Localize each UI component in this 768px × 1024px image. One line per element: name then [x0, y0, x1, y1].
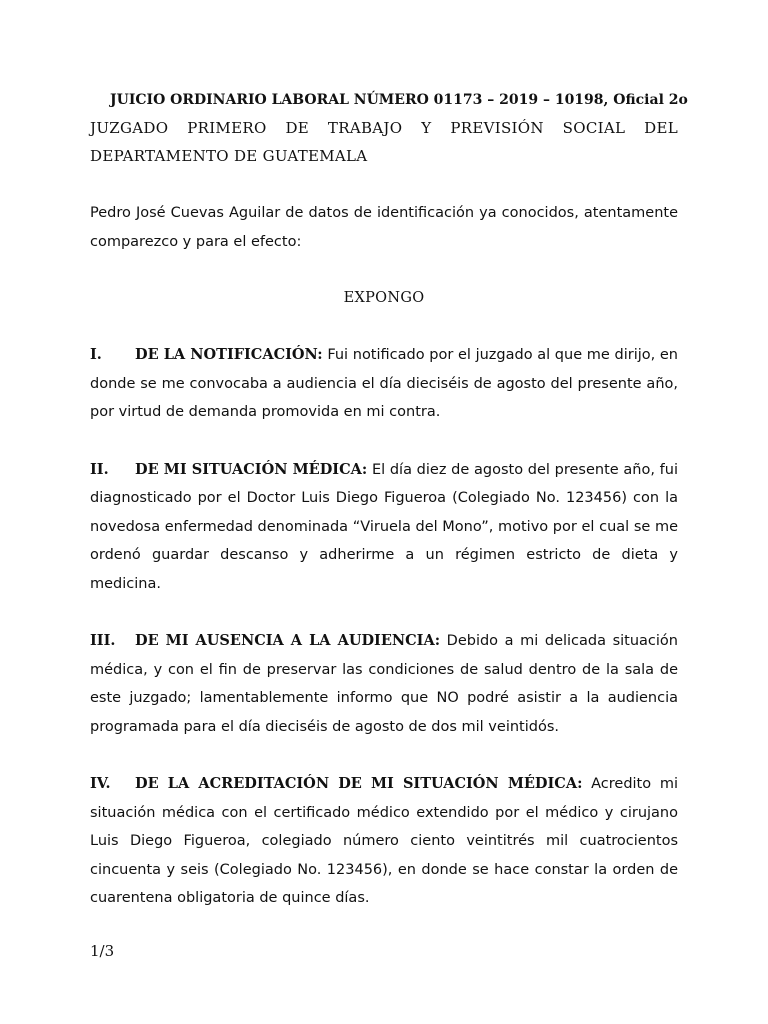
section-heading: DE MI AUSENCIA A LA AUDIENCIA: — [135, 632, 441, 649]
expongo-heading: EXPONGO — [343, 290, 425, 306]
section-numeral: II. — [90, 460, 109, 478]
section-acreditacion — [90, 770, 678, 913]
court-address — [90, 114, 678, 170]
section-text: El día diez de agosto del presente año, fui diagnosticado por el Doctor Luis Diego Figueroa (Colegiado No. 123456) con la novedosa enfermedad denominada “Viruela del Mono”, motivo por el cual se me ordenó guardar descanso y adherirme a un régimen estricto de dieta y medicina. — [90, 461, 678, 592]
section-numeral: III. — [90, 632, 116, 649]
court-name-line1: JUZGADO PRIMERO DE TRABAJO Y PREVISIÓN SOCIAL DEL — [90, 119, 678, 137]
document-page — [90, 86, 688, 913]
section-numeral: IV. — [90, 775, 111, 792]
case-number: JUICIO ORDINARIO LABORAL NÚMERO 01173 – 2019 – 10198, Oficial 2o — [110, 92, 688, 108]
section-heading: DE LA NOTIFICACIÓN: — [135, 346, 323, 363]
section-situacion-medica — [90, 456, 678, 599]
page-number: 1/3 — [90, 942, 115, 960]
section-numeral: I. — [90, 346, 102, 363]
section-notificacion — [90, 341, 678, 427]
section-heading: DE MI SITUACIÓN MÉDICA: — [135, 460, 368, 478]
section-text: Debido a mi delicada situación médica, y con el fin de preservar las condiciones de salud dentro de la sala de este juzgado; lamentablemente informo que NO podré asistir a la audiencia programada para el día dieciséis de agosto de dos mil veintidós. — [90, 633, 678, 735]
intro-paragraph: Pedro José Cuevas Aguilar de datos de identificación ya conocidos, atentamente comparezco y para el efecto: — [90, 205, 678, 250]
court-name-line2: DEPARTAMENTO DE GUATEMALA — [90, 147, 368, 165]
section-heading: DE LA ACREDITACIÓN DE MI SITUACIÓN MÉDICA: — [135, 775, 583, 792]
section-text: Acredito mi situación médica con el certificado médico extendido por el médico y cirujano Luis Diego Figueroa, colegiado número ciento veintitrés mil cuatrocientos cincuenta y seis (Colegiado No. 123456), en donde se hace constar la orden de cuarentena obligatoria de quince días. — [90, 776, 678, 906]
section-text: Fui notificado por el juzgado al que me dirijo, en donde se me convocaba a audiencia el día dieciséis de agosto del presente año, por virtud de demanda promovida en mi contra. — [90, 347, 678, 420]
section-ausencia — [90, 627, 678, 741]
